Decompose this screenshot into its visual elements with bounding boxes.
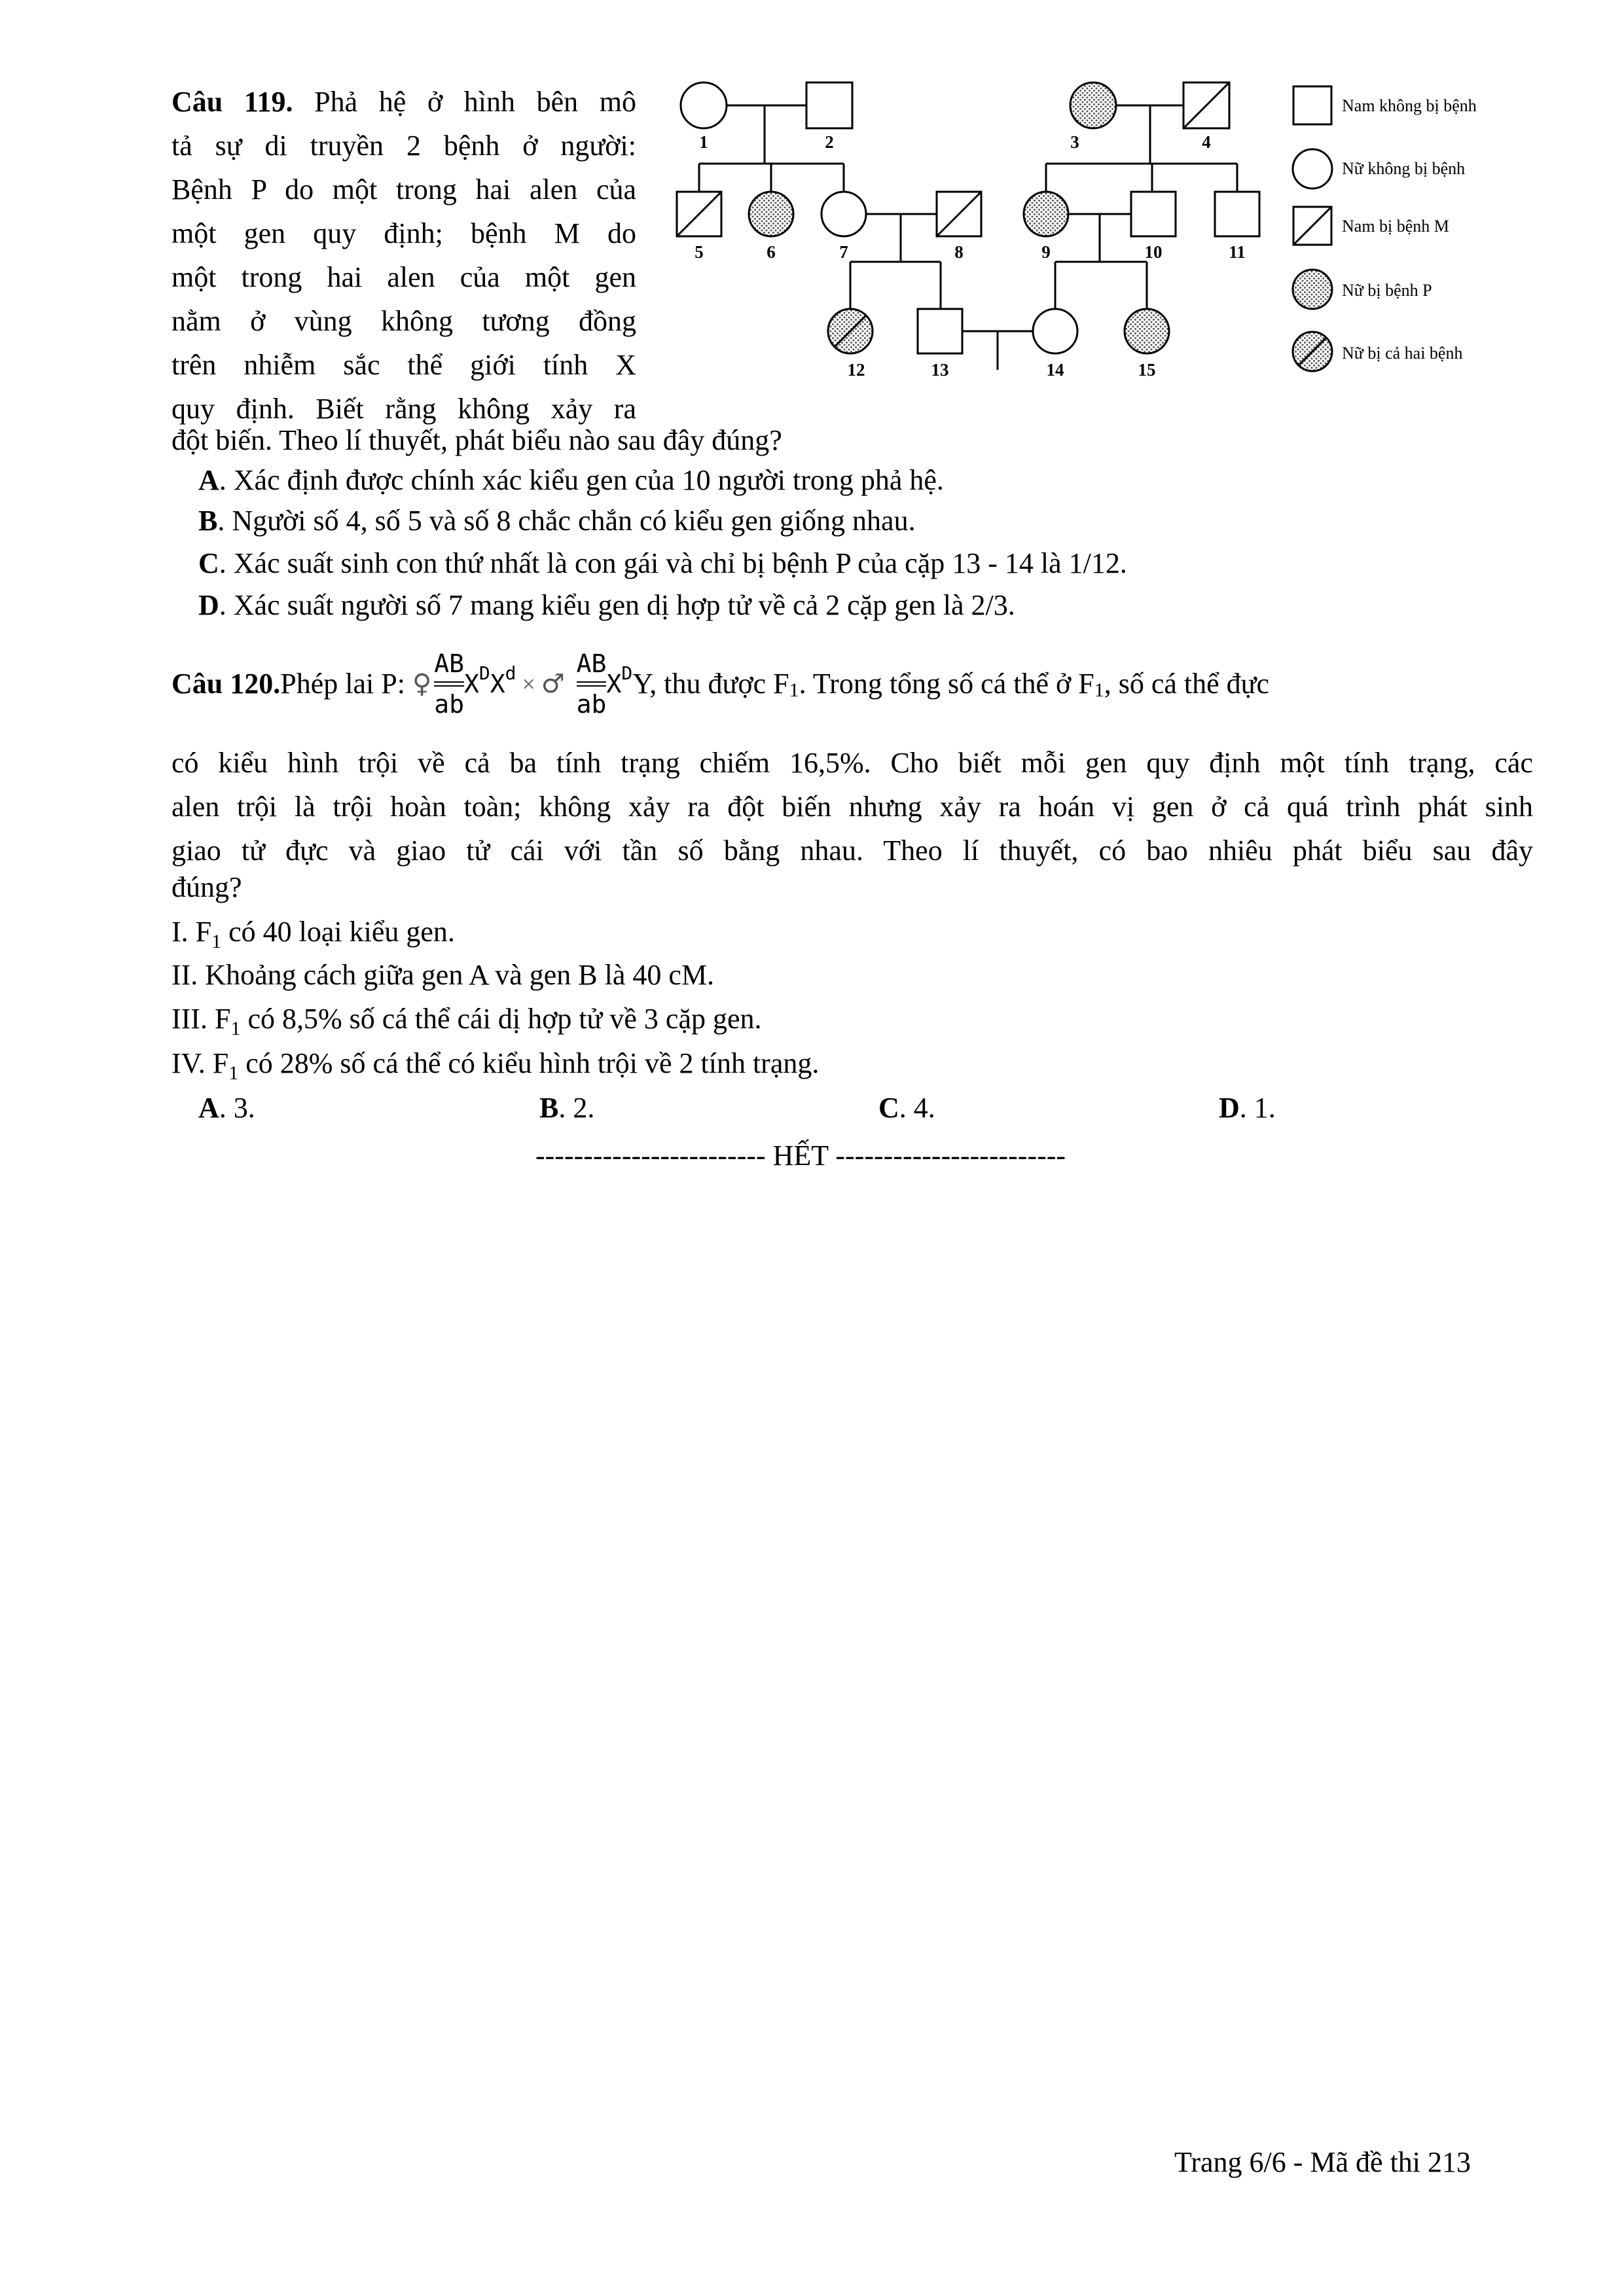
female-symbol: ♀ [412,669,432,699]
q119-intro [171,80,636,431]
individual-13 [918,309,962,353]
q119-option-c: C. Xác suất sinh con thứ nhất là con gái và chỉ bị bệnh P của cặp 13 - 14 là 1/12. [198,547,1127,579]
label-3: 3 [1070,132,1079,152]
q120-answer-c: C. 4. [878,1092,935,1124]
q119-line: Bệnh P do một trong hai alen của [171,173,636,206]
q120-para-line: có kiểu hình trội về cả ba tính trạng chiếm 16,5%. Cho biết mỗi gen quy định một tính trạng, các [171,747,1533,779]
label-2: 2 [825,132,834,152]
q120-statement-iv: IV. $F_1$ có 28% số cá thể có kiểu hình trội về 2 tính trạng. [171,1047,820,1084]
label-13: 13 [931,360,949,380]
q120-cross-line: Câu 120. Phép lai P: ♀ AB ab X D X d × ♂ AB ab X D Y, thu được F 1 . Trong tổng số cá thể ở F 1 , số cá thể đực [171,645,1269,723]
q119-line: trên nhiễm sắc thể giới tính X [171,349,636,381]
legend-normal-female-symbol [1293,149,1332,188]
label-11: 11 [1229,242,1246,262]
q120-paragraph [171,741,1533,872]
q120-statement-ii: II. Khoảng cách giữa gen A và gen B là 40 cM. [171,959,715,991]
q120-statement-i: I. $F_1$ có 40 loại kiểu gen. [171,916,455,952]
individual-11 [1215,192,1259,236]
q119-option-d: D. Xác suất người số 7 mang kiểu gen dị hợp tử về cả 2 cặp gen là 2/3. [198,589,1015,621]
label-9: 9 [1041,242,1051,262]
legend-female-both-label: Nữ bị cả hai bệnh [1342,344,1463,363]
q119-line: quy định. Biết rằng không xảy ra [171,393,636,425]
q119-question: đột biến. Theo lí thuyết, phát biểu nào sau đây đúng? [171,424,782,456]
individual-3 [1070,82,1116,128]
label-5: 5 [695,242,704,262]
q120-answer-d: D. 1. [1219,1092,1276,1124]
end-mark: ------------------------ HẾT ------------------------ [535,1139,1066,1172]
label-8: 8 [954,242,964,262]
pedigree-diagram [661,65,1512,406]
page-footer: Trang 6/6 - Mã đề thi 213 [1174,2146,1471,2178]
q120-answer-a: A. 3. [198,1092,255,1124]
genotype-fraction-male: AB ab [576,649,607,719]
q119-option-a: A. Xác định được chính xác kiểu gen của 10 người trong phả hệ. [198,464,944,496]
legend-male-m-label: Nam bị bệnh M [1342,217,1449,236]
male-symbol: ♂ [541,669,565,699]
individual-1 [681,82,727,128]
label-4: 4 [1202,132,1211,152]
legend-female-p-label: Nữ bị bệnh P [1342,281,1432,300]
q120-para-line: giao tử đực và giao tử cái với tần số bằng nhau. Theo lí thuyết, có bao nhiêu phát biểu sau đây [171,834,1533,867]
q120-statement-iii: III. $F_1$ có 8,5% số cá thể cái dị hợp tử về 3 cặp gen. [171,1003,762,1039]
label-12: 12 [847,360,865,380]
q119-line: nằm ở vùng không tương đồng [171,305,636,337]
label-15: 15 [1138,360,1156,380]
q119-line: một gen quy định; bệnh M do [171,217,636,249]
individual-10 [1131,192,1176,236]
q120-para-last: đúng? [171,871,242,903]
label-1: 1 [699,132,708,152]
individual-7 [821,192,866,236]
genotype-fraction-female: AB ab [434,649,464,719]
individual-14 [1033,309,1077,353]
label-6: 6 [767,242,776,262]
cross-times: × [516,671,541,697]
legend-female-p-symbol [1293,270,1332,309]
q119-label: Câu 119. [171,86,293,118]
label-7: 7 [839,242,848,262]
individual-2 [806,82,852,128]
legend-normal-male-label: Nam không bị bệnh [1342,96,1477,115]
label-10: 10 [1144,242,1163,262]
q120-para-line: alen trội là trội hoàn toàn; không xảy ra đột biến nhưng xảy ra hoán vị gen ở cả quá trình phát sinh [171,791,1533,823]
q120-label: Câu 120. [171,668,281,700]
legend-normal-male-symbol [1293,86,1331,124]
individual-15 [1125,309,1169,353]
q119-option-b: B. Người số 4, số 5 và số 8 chắc chắn có kiểu gen giống nhau. [198,505,916,537]
individual-6 [749,192,793,236]
q119-line: tả sự di truyền 2 bệnh ở người: [171,130,636,162]
label-14: 14 [1046,360,1064,380]
q119-line: Câu 119. Phả hệ ở hình bên mô [171,86,637,118]
legend-normal-female-label: Nữ không bị bệnh [1342,159,1466,178]
q120-answer-b: B. 2. [539,1092,595,1124]
individual-9 [1024,192,1068,236]
q119-line: một trong hai alen của một gen [171,261,636,293]
